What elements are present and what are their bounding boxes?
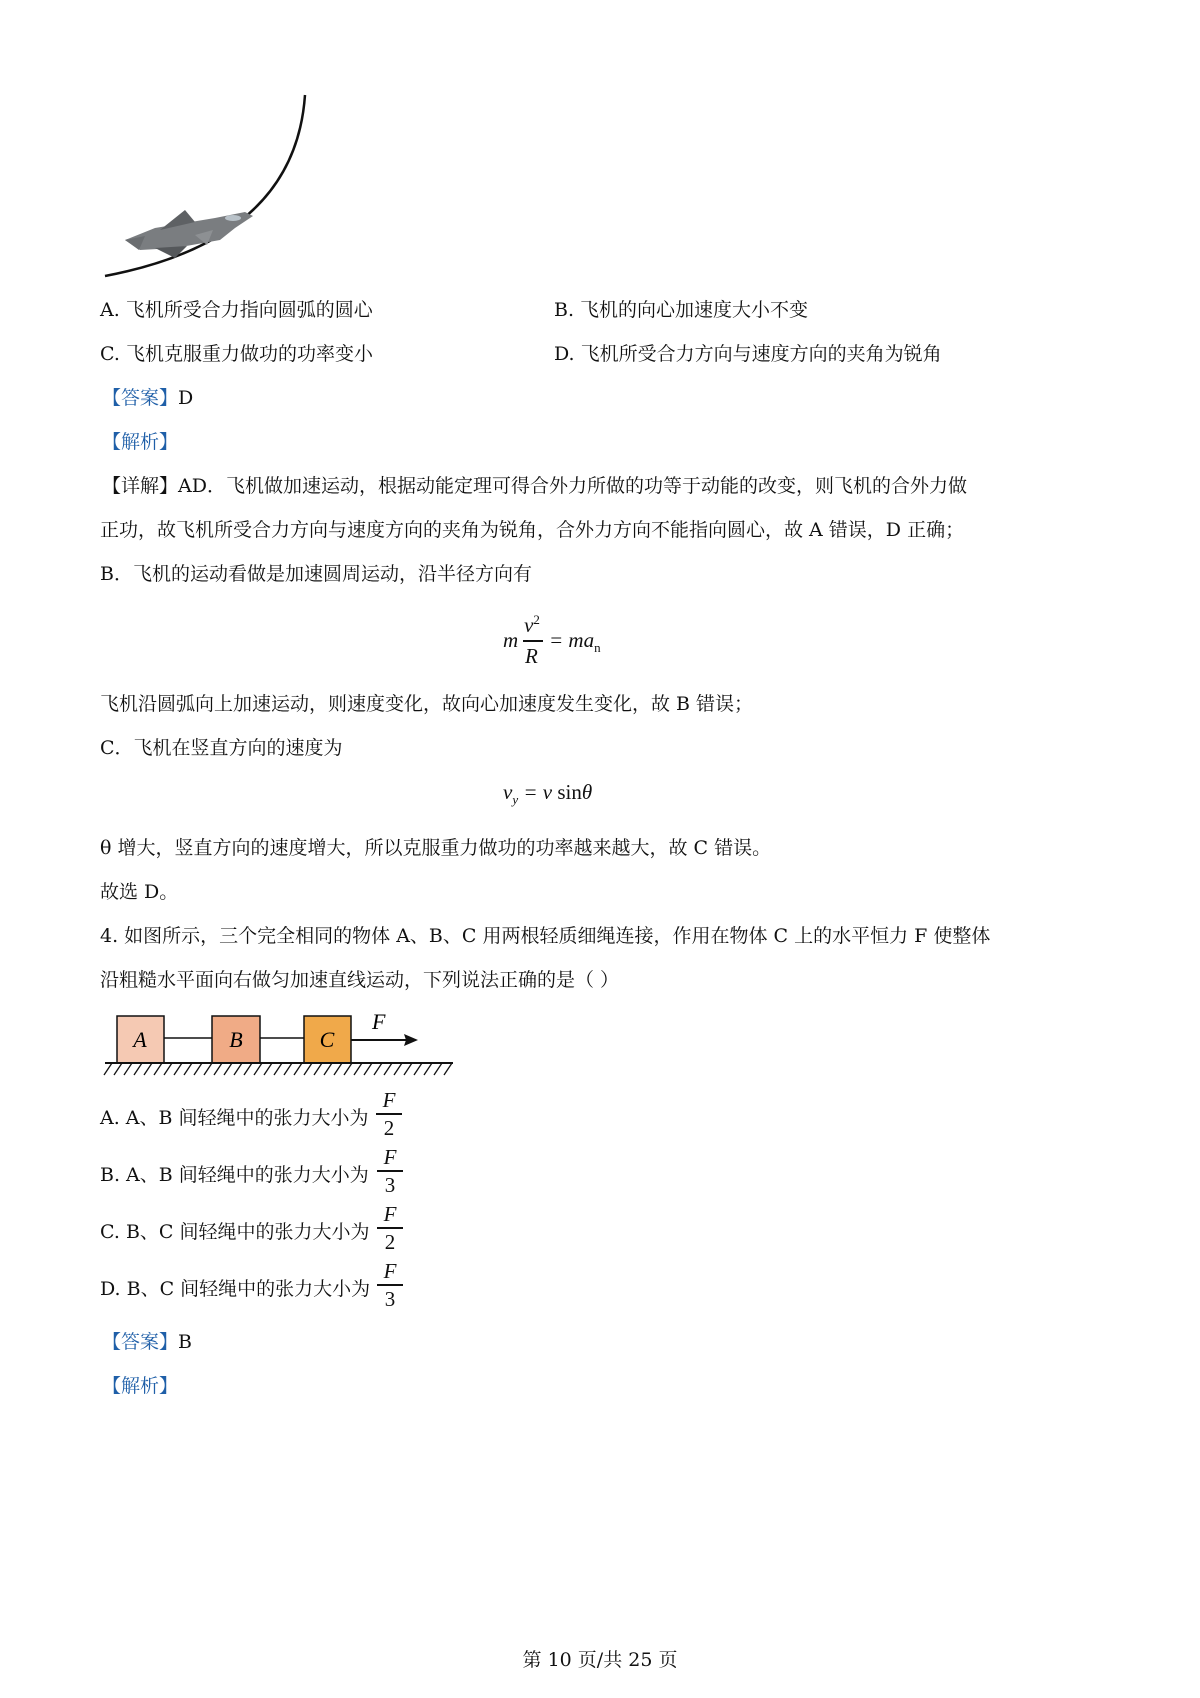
hatch-mark [154,1063,162,1075]
q4-option-a: A. A、B 间轻绳中的张力大小为 [100,1107,369,1129]
hatch-mark [144,1063,152,1075]
hatch-mark [254,1063,262,1075]
formula-v: v [524,613,534,637]
q3-option-b: B. 飞机的向心加速度大小不变 [554,299,809,321]
force-label: F [372,1009,386,1034]
hatch-mark [204,1063,212,1075]
q3-option-c: C. 飞机克服重力做功的功率变小 [100,343,373,365]
formula-bar [523,640,543,642]
answer-tag: 【答案】 [102,1331,179,1353]
formula-denominator: R [525,644,538,668]
hatch-mark [324,1063,332,1075]
answer-value: D [178,387,194,409]
q4-option-d: D. B、C 间轻绳中的张力大小为 [100,1278,371,1300]
hatch-mark [194,1063,202,1075]
vertical-velocity-formula: $v_y = v$ sinθ [503,780,593,808]
hatch-mark [284,1063,292,1075]
hatch-mark [134,1063,142,1075]
q3-answer [102,385,193,411]
q3-detail-line2: 正功，故飞机所受合力方向与速度方向的夹角为锐角，合外力方向不能指向圆心，故 A 错误，D 正确； [100,519,965,541]
q4-analysis-tag: 【解析】 [102,1375,179,1397]
hatch-mark [334,1063,342,1075]
q4-answer [102,1329,192,1355]
hatch-mark [354,1063,362,1075]
block-b-label: B [229,1027,243,1052]
q4-option-b: B. A、B 间轻绳中的张力大小为 [100,1164,369,1186]
jet-arc-figure [95,90,335,290]
q4-option-d-fraction: F 3 [377,1259,403,1311]
ground-hatch [104,1063,452,1075]
hatch-mark [104,1063,112,1075]
hatch-mark [174,1063,182,1075]
page-footer: 第 10 页/共 25 页 [522,1649,678,1671]
formula-sup: 2 [533,612,540,627]
centripetal-formula [503,612,613,672]
q4-option-b-fraction: F 3 [377,1145,403,1197]
q3-option-a: A. 飞机所受合力指向圆弧的圆心 [100,299,373,321]
answer-tag: 【答案】 [102,387,179,409]
hatch-mark [364,1063,372,1075]
hatch-mark [384,1063,392,1075]
hatch-mark [244,1063,252,1075]
arc-path [105,95,305,276]
hatch-mark [294,1063,302,1075]
q3-detail-line6: θ 增大，竖直方向的速度增大，所以克服重力做功的功率越来越大，故 C 错误。 [100,837,772,859]
hatch-mark [394,1063,402,1075]
hatch-mark [414,1063,422,1075]
q4-option-c-fraction: F 2 [377,1202,403,1254]
q3-analysis-tag: 【解析】 [102,431,179,453]
q4-option-a-fraction: F 2 [376,1088,402,1140]
formula-m: m [503,628,519,652]
force-arrow-head [404,1034,418,1046]
hatch-mark [424,1063,432,1075]
hatch-mark [234,1063,242,1075]
q3-option-d: D. 飞机所受合力方向与速度方向的夹角为锐角 [554,343,942,365]
block-c-label: C [319,1027,335,1052]
q3-detail-line7: 故选 D。 [100,881,179,903]
hatch-mark [264,1063,272,1075]
q4-stem-line2: 沿粗糙水平面向右做匀加速直线运动，下列说法正确的是（ ） [100,969,620,991]
formula-numerator [521,612,543,638]
hatch-mark [164,1063,172,1075]
hatch-mark [304,1063,312,1075]
hatch-mark [114,1063,122,1075]
blocks-figure [100,1005,460,1083]
q3-detail-line4: 飞机沿圆弧向上加速运动，则速度变化，故向心加速度发生变化，故 B 错误； [100,693,754,715]
hatch-mark [444,1063,452,1075]
q3-detail-line5: C．飞机在竖直方向的速度为 [100,737,343,759]
q3-detail-line3: B．飞机的运动看做是加速圆周运动，沿半径方向有 [100,563,532,585]
hatch-mark [434,1063,442,1075]
formula-rhs: = $ma_n$ [549,628,601,656]
hatch-mark [374,1063,382,1075]
q4-stem-line1: 4. 如图所示，三个完全相同的物体 A、B、C 用两根轻质细绳连接，作用在物体 C 上的水平恒力 F 使整体 [100,925,991,947]
block-a-label: A [133,1027,147,1052]
q4-option-c: C. B、C 间轻绳中的张力大小为 [100,1221,370,1243]
hatch-mark [224,1063,232,1075]
hatch-mark [184,1063,192,1075]
hatch-mark [404,1063,412,1075]
hatch-mark [314,1063,322,1075]
hatch-mark [214,1063,222,1075]
hatch-mark [344,1063,352,1075]
hatch-mark [124,1063,132,1075]
q3-detail-line1: 【详解】AD．飞机做加速运动，根据动能定理可得合外力所做的功等于动能的改变，则飞机的合外力做 [102,475,967,497]
hatch-mark [274,1063,282,1075]
answer-value: B [178,1331,192,1353]
